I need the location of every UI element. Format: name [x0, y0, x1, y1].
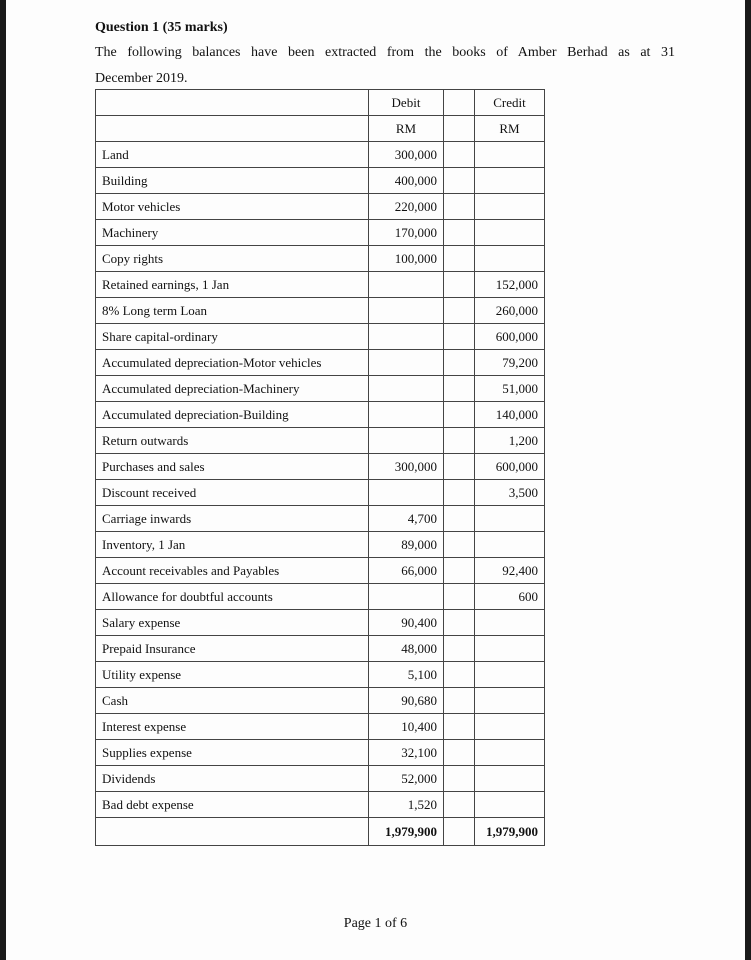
table-row: [96, 428, 545, 454]
credit-amount: 600,000: [475, 454, 545, 480]
credit-amount: 1,200: [475, 428, 545, 454]
table-row: [96, 324, 545, 350]
table-row: [96, 350, 545, 376]
credit-amount: 600: [475, 584, 545, 610]
debit-amount: 100,000: [369, 246, 444, 272]
debit-amount: 300,000: [369, 142, 444, 168]
credit-amount: [475, 506, 545, 532]
table-row: [96, 376, 545, 402]
credit-amount: 140,000: [475, 402, 545, 428]
debit-amount: 300,000: [369, 454, 444, 480]
table-row: [96, 714, 545, 740]
credit-amount: [475, 220, 545, 246]
credit-amount: [475, 688, 545, 714]
debit-amount: [369, 350, 444, 376]
debit-amount: [369, 324, 444, 350]
account-label: Carriage inwards: [96, 506, 369, 532]
table-row: [96, 194, 545, 220]
table-row: [96, 272, 545, 298]
credit-amount: [475, 532, 545, 558]
intro-line-1: The following balances have been extracted from the books of Amber Berhad as at 31: [95, 45, 675, 60]
debit-amount: 52,000: [369, 766, 444, 792]
account-label: Machinery: [96, 220, 369, 246]
credit-amount: 3,500: [475, 480, 545, 506]
debit-amount: 5,100: [369, 662, 444, 688]
account-label: Motor vehicles: [96, 194, 369, 220]
table-row: [96, 766, 545, 792]
credit-amount: [475, 194, 545, 220]
table-row: [96, 636, 545, 662]
table-row: [96, 298, 545, 324]
account-label: Return outwards: [96, 428, 369, 454]
debit-amount: [369, 298, 444, 324]
total-debit: 1,979,900: [369, 818, 444, 846]
credit-amount: [475, 792, 545, 818]
debit-amount: 400,000: [369, 168, 444, 194]
debit-amount: 90,680: [369, 688, 444, 714]
debit-amount: 1,520: [369, 792, 444, 818]
table-row: [96, 610, 545, 636]
table-row: [96, 220, 545, 246]
credit-amount: 260,000: [475, 298, 545, 324]
table-row: [96, 532, 545, 558]
debit-amount: [369, 272, 444, 298]
debit-amount: 90,400: [369, 610, 444, 636]
credit-amount: [475, 142, 545, 168]
debit-amount: [369, 376, 444, 402]
debit-amount: [369, 428, 444, 454]
account-label: Salary expense: [96, 610, 369, 636]
account-label: Prepaid Insurance: [96, 636, 369, 662]
credit-amount: [475, 610, 545, 636]
account-label: Accumulated depreciation-Motor vehicles: [96, 350, 369, 376]
account-label: Retained earnings, 1 Jan: [96, 272, 369, 298]
unit-row: [96, 116, 545, 142]
total-row: [96, 818, 545, 846]
account-label: Purchases and sales: [96, 454, 369, 480]
table-row: [96, 584, 545, 610]
credit-amount: [475, 168, 545, 194]
debit-header: Debit: [369, 90, 444, 116]
trial-balance-table: [95, 89, 545, 846]
question-title: Question 1 (35 marks): [95, 20, 228, 35]
account-label: Allowance for doubtful accounts: [96, 584, 369, 610]
table-row: [96, 402, 545, 428]
credit-amount: [475, 766, 545, 792]
debit-amount: 220,000: [369, 194, 444, 220]
table-row: [96, 246, 545, 272]
intro-line-2: December 2019.: [95, 71, 188, 86]
table-row: [96, 480, 545, 506]
account-label: Accumulated depreciation-Building: [96, 402, 369, 428]
debit-amount: [369, 402, 444, 428]
debit-amount: 170,000: [369, 220, 444, 246]
account-label: Dividends: [96, 766, 369, 792]
header-row: [96, 90, 545, 116]
table-row: [96, 454, 545, 480]
table-row: [96, 506, 545, 532]
credit-amount: [475, 740, 545, 766]
account-label: Copy rights: [96, 246, 369, 272]
debit-unit: RM: [369, 116, 444, 142]
account-label: Discount received: [96, 480, 369, 506]
account-label: 8% Long term Loan: [96, 298, 369, 324]
credit-amount: 79,200: [475, 350, 545, 376]
total-credit: 1,979,900: [475, 818, 545, 846]
credit-amount: [475, 714, 545, 740]
debit-amount: 4,700: [369, 506, 444, 532]
table-row: [96, 662, 545, 688]
debit-amount: 66,000: [369, 558, 444, 584]
account-label: Cash: [96, 688, 369, 714]
credit-amount: 92,400: [475, 558, 545, 584]
debit-amount: 10,400: [369, 714, 444, 740]
table-row: [96, 558, 545, 584]
table-row: [96, 740, 545, 766]
credit-unit: RM: [475, 116, 545, 142]
account-label: Bad debt expense: [96, 792, 369, 818]
account-label: Accumulated depreciation-Machinery: [96, 376, 369, 402]
credit-amount: [475, 246, 545, 272]
header-blank-cell: [96, 90, 369, 116]
credit-amount: 51,000: [475, 376, 545, 402]
table-row: [96, 168, 545, 194]
debit-amount: 48,000: [369, 636, 444, 662]
table-row: [96, 142, 545, 168]
table-row: [96, 792, 545, 818]
table-row: [96, 688, 545, 714]
account-label: Land: [96, 142, 369, 168]
credit-amount: 600,000: [475, 324, 545, 350]
debit-amount: 89,000: [369, 532, 444, 558]
debit-amount: [369, 584, 444, 610]
account-label: Inventory, 1 Jan: [96, 532, 369, 558]
credit-amount: [475, 636, 545, 662]
credit-header: Credit: [475, 90, 545, 116]
account-label: Share capital-ordinary: [96, 324, 369, 350]
account-label: Building: [96, 168, 369, 194]
page-number: Page 1 of 6: [343, 916, 408, 931]
document-page: [6, 0, 745, 960]
account-label: Supplies expense: [96, 740, 369, 766]
question-intro: [95, 40, 675, 92]
account-label: Interest expense: [96, 714, 369, 740]
debit-amount: 32,100: [369, 740, 444, 766]
account-label: Account receivables and Payables: [96, 558, 369, 584]
credit-amount: [475, 662, 545, 688]
credit-amount: 152,000: [475, 272, 545, 298]
debit-amount: [369, 480, 444, 506]
account-label: Utility expense: [96, 662, 369, 688]
